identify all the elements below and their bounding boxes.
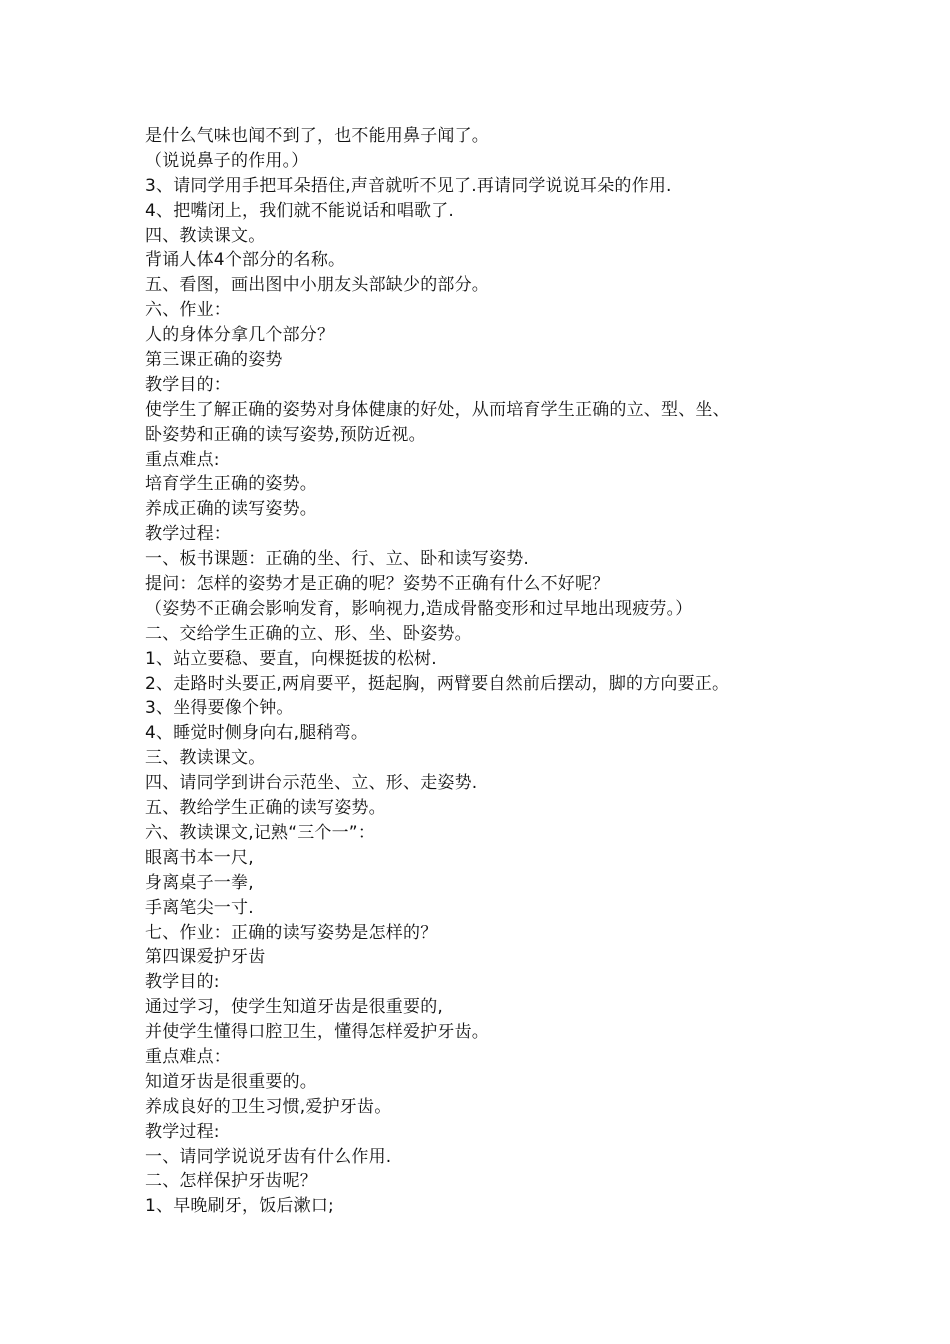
- text-line: 知道牙齿是很重要的。: [145, 1071, 317, 1092]
- text-line: 提问：怎样的姿势才是正确的呢？姿势不正确有什么不好呢？: [145, 574, 610, 595]
- section-heading: 五、看图，画出图中小朋友头部缺少的部分。: [145, 275, 489, 296]
- section-heading: 七、作业：正确的读写姿势是怎样的？: [145, 922, 438, 943]
- lesson-title: 第四课爱护牙齿: [145, 947, 266, 968]
- section-heading: 教学过程:: [145, 1121, 220, 1142]
- text-line: 通过学习，使学生知道牙齿是很重要的,: [145, 997, 444, 1018]
- list-item: 1、站立要稳、要直，向棵挺拔的松树.: [145, 648, 437, 669]
- section-heading: 教学目的：: [145, 374, 231, 395]
- text-line: 4、把嘴闭上，我们就不能说话和唱歌了.: [145, 200, 455, 221]
- text-line: 使学生了解正确的姿势对身体健康的好处，从而培育学生正确的立、型、坐、: [145, 399, 730, 420]
- section-heading: 四、请同学到讲台示范坐、立、形、走姿势.: [145, 773, 478, 794]
- text-line: 3、请同学用手把耳朵捂住,声音就听不见了.再请同学说说耳朵的作用.: [145, 175, 672, 196]
- text-line: 卧姿势和正确的读写姿势,预防近视。: [145, 424, 426, 445]
- text-line: 培育学生正确的姿势。: [145, 474, 317, 495]
- section-heading: 重点难点:: [145, 449, 220, 470]
- text-line: （姿势不正确会影响发育，影响视力,造成骨骼变形和过早地出现疲劳。）: [145, 598, 693, 619]
- section-heading: 重点难点：: [145, 1046, 231, 1067]
- section-heading: 四、教读课文。: [145, 225, 266, 246]
- text-line: 是什么气味也闻不到了，也不能用鼻子闻了。: [145, 126, 489, 146]
- section-heading: 六、作业：: [145, 300, 231, 321]
- lesson-title: 第三课正确的姿势: [145, 350, 283, 371]
- section-heading: 一、请同学说说牙齿有什么作用.: [145, 1146, 392, 1167]
- section-heading: 三、教读课文。: [145, 748, 266, 769]
- list-item: 4、睡觉时侧身向右,腿稍弯。: [145, 723, 369, 744]
- list-item: 3、坐得要像个钟。: [145, 698, 294, 719]
- section-heading: 一、板书课题：正确的坐、行、立、卧和读写姿势.: [145, 549, 530, 570]
- text-line: 人的身体分拿几个部分？: [145, 325, 335, 346]
- section-heading: 教学目的:: [145, 972, 220, 993]
- text-line: 身离桌子一拳,: [145, 872, 254, 893]
- list-item: 1、早晚刷牙，饭后漱口;: [145, 1196, 334, 1217]
- text-line: 养成良好的卫生习惯,爱护牙齿。: [145, 1096, 392, 1117]
- section-heading: 教学过程：: [145, 524, 231, 545]
- text-line: 手离笔尖一寸.: [145, 897, 254, 918]
- text-line: 并使学生懂得口腔卫生，懂得怎样爱护牙齿。: [145, 1022, 489, 1043]
- section-heading: 二、怎样保护牙齿呢？: [145, 1171, 317, 1192]
- text-line: 背诵人体4个部分的名称。: [145, 250, 346, 271]
- section-heading: 六、教读课文,记熟“三个一”：: [145, 822, 376, 843]
- text-line: 眼离书本一尺,: [145, 847, 254, 868]
- section-heading: 二、交给学生正确的立、形、坐、卧姿势。: [145, 623, 472, 644]
- document-body: [145, 124, 845, 1219]
- text-line: 养成正确的读写姿势。: [145, 499, 317, 520]
- text-line: （说说鼻子的作用。）: [145, 150, 309, 171]
- list-item: 2、走路时头要正,两肩要平，挺起胸，两臂要自然前后摆动，脚的方向要正。: [145, 673, 730, 694]
- section-heading: 五、教给学生正确的读写姿势。: [145, 798, 386, 819]
